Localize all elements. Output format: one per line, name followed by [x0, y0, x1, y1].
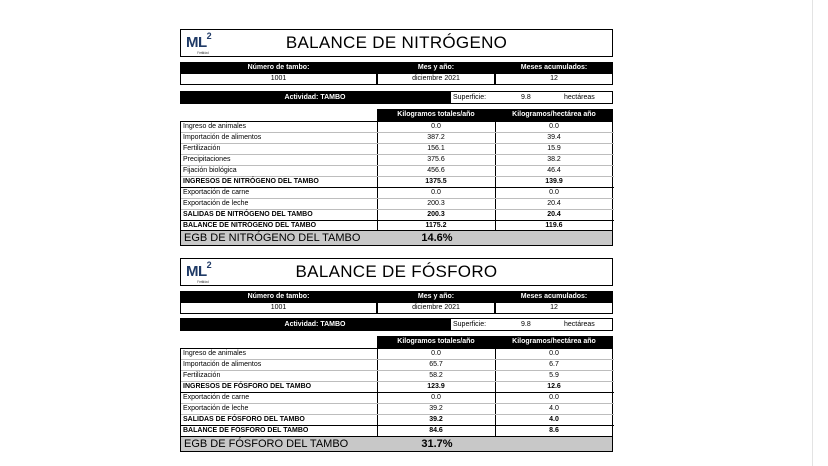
egb-label: EGB DE FÓSFORO DEL TAMBO	[184, 438, 349, 450]
tambo-number-value: 1001	[180, 302, 377, 314]
row-per-ha: 38.2	[547, 156, 561, 163]
title-bar	[180, 258, 613, 286]
months-accumulated-header: Meses acumulados:	[495, 62, 613, 73]
row-total: 39.2	[429, 405, 443, 412]
row-per-ha: 0.0	[549, 123, 559, 130]
table-row	[181, 404, 614, 415]
row-per-ha: 0.0	[549, 350, 559, 357]
row-total: 39.2	[429, 416, 443, 423]
row-label: BALANCE DE FÓSFORO DEL TAMBO	[183, 427, 309, 434]
phosphorus-table	[180, 348, 613, 437]
tambo-number-header: Número de tambo:	[180, 291, 377, 302]
row-label: SALIDAS DE NITRÓGENO DEL TAMBO	[183, 211, 313, 218]
row-total: 0.0	[431, 189, 441, 196]
row-label: Fertilización	[183, 145, 221, 152]
page-title: BALANCE DE NITRÓGENO	[285, 33, 508, 52]
months-accumulated-value: 12	[495, 302, 613, 314]
col-header-hectarea: Kilogramos/hectárea año	[495, 336, 613, 348]
table-row	[181, 199, 614, 210]
surface-label: Superficie:	[453, 321, 487, 328]
table-row-total	[181, 210, 614, 221]
title-bar	[180, 29, 613, 57]
row-total: 0.0	[431, 394, 441, 401]
row-label: Ingreso de animales	[183, 350, 247, 357]
row-per-ha: 119.6	[545, 222, 563, 229]
row-total: 200.3	[427, 200, 445, 207]
table-row	[181, 393, 614, 404]
row-total: 1175.2	[425, 222, 447, 229]
row-label: INGRESOS DE FÓSFORO DEL TAMBO	[183, 383, 312, 390]
table-row-total	[181, 382, 614, 393]
tambo-number-header: Número de tambo:	[180, 62, 377, 73]
row-per-ha: 4.0	[549, 405, 559, 412]
row-label: Ingreso de animales	[183, 123, 247, 130]
row-total: 65.7	[429, 361, 443, 368]
row-label: Exportación de carne	[183, 189, 250, 196]
row-per-ha: 20.4	[547, 200, 561, 207]
nitrogen-table	[180, 121, 613, 231]
month-year-header: Mes y año:	[377, 62, 495, 73]
row-per-ha: 12.6	[547, 383, 561, 390]
table-row	[181, 166, 614, 177]
row-label: Exportación de carne	[183, 394, 250, 401]
table-row	[181, 122, 614, 133]
row-per-ha: 20.4	[547, 211, 561, 218]
row-label: SALIDAS DE FÓSFORO DEL TAMBO	[183, 416, 305, 423]
table-row	[181, 371, 614, 382]
tambo-number-value: 1001	[180, 73, 377, 85]
surface-unit: hectáreas	[564, 94, 595, 101]
row-total: 123.9	[427, 383, 445, 390]
row-total: 200.3	[427, 211, 445, 218]
row-label: Fijación biológica	[183, 167, 237, 174]
row-label: Importación de alimentos	[183, 361, 262, 368]
row-label: Precipitaciones	[183, 156, 231, 163]
row-per-ha: 4.0	[549, 416, 559, 423]
col-header-totales: Kilogramos totales/año	[377, 336, 495, 348]
row-per-ha: 5.9	[549, 372, 559, 379]
row-label: Importación de alimentos	[183, 134, 262, 141]
egb-row	[180, 436, 613, 452]
surface-value: 9.8	[521, 321, 531, 328]
surface-unit: hectáreas	[564, 321, 595, 328]
row-total: 375.6	[427, 156, 445, 163]
ml2-logo: $ML^2$ Fertilidad	[186, 31, 212, 55]
table-row	[181, 188, 614, 199]
row-label: Exportación de leche	[183, 405, 249, 412]
surface-label: Superficie:	[453, 94, 487, 101]
month-year-value: diciembre 2021	[377, 73, 495, 85]
col-header-totales: Kilogramos totales/año	[377, 109, 495, 121]
row-label: Exportación de leche	[183, 200, 249, 207]
col-header-hectarea: Kilogramos/hectárea año	[495, 109, 613, 121]
table-row-total	[181, 177, 614, 188]
row-label: INGRESOS DE NITRÓGENO DEL TAMBO	[183, 178, 319, 185]
row-per-ha: 8.6	[549, 427, 559, 434]
month-year-header: Mes y año:	[377, 291, 495, 302]
row-total: 0.0	[431, 123, 441, 130]
table-row	[181, 349, 614, 360]
months-accumulated-header: Meses acumulados:	[495, 291, 613, 302]
row-per-ha: 6.7	[549, 361, 559, 368]
table-row	[181, 144, 614, 155]
table-row	[181, 155, 614, 166]
surface-box	[450, 318, 613, 331]
row-total: 156.1	[427, 145, 445, 152]
row-per-ha: 139.9	[545, 178, 563, 185]
activity-label: Actividad: TAMBO	[180, 318, 450, 331]
row-total: 456.6	[427, 167, 445, 174]
page-edge-line	[812, 0, 813, 466]
table-row	[181, 360, 614, 371]
egb-row	[180, 230, 613, 246]
egb-value: 14.6%	[421, 232, 453, 244]
row-per-ha: 39.4	[547, 134, 561, 141]
row-per-ha: 46.4	[547, 167, 561, 174]
row-label: Fertilización	[183, 372, 221, 379]
row-total: 387.2	[427, 134, 445, 141]
ml2-logo: $ML^2$ Fertilidad	[186, 260, 212, 284]
surface-box	[450, 91, 613, 104]
surface-value: 9.8	[521, 94, 531, 101]
row-total: 84.6	[429, 427, 443, 434]
egb-label: EGB DE NITRÓGENO DEL TAMBO	[184, 232, 361, 244]
egb-value: 31.7%	[421, 438, 453, 450]
row-label: BALANCE DE NITRÓGENO DEL TAMBO	[183, 222, 317, 229]
row-total: 58.2	[429, 372, 443, 379]
row-total: 1375.5	[425, 178, 447, 185]
table-row-total	[181, 415, 614, 426]
row-per-ha: 15.9	[547, 145, 561, 152]
months-accumulated-value: 12	[495, 73, 613, 85]
table-row	[181, 133, 614, 144]
month-year-value: diciembre 2021	[377, 302, 495, 314]
page-title: BALANCE DE FÓSFORO	[295, 262, 498, 281]
activity-label: Actividad: TAMBO	[180, 91, 450, 104]
row-total: 0.0	[431, 350, 441, 357]
row-per-ha: 0.0	[549, 189, 559, 196]
row-per-ha: 0.0	[549, 394, 559, 401]
